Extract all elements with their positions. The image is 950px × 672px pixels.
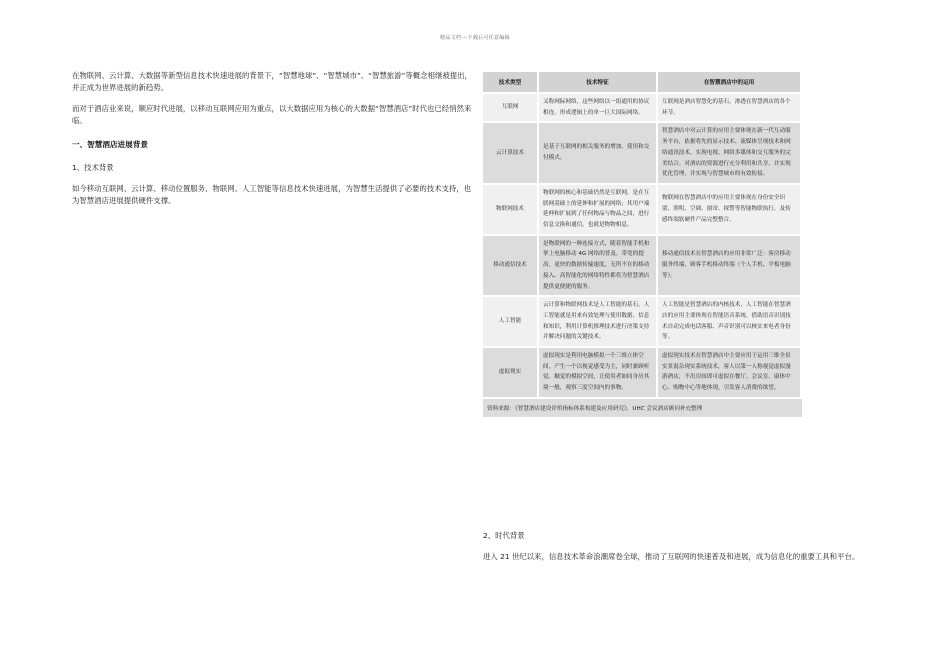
technology-table xyxy=(483,72,802,397)
cell-type: 物联网技术 xyxy=(483,183,539,234)
cell-feature: 云计算和物联网技术是人工智能的基石，人工智能就是用来有效处理与使用数据、信息和知识，利用计算机推理技术进行决策支持并解决问题的关键技术。 xyxy=(539,295,658,346)
cell-type: 云计算技术 xyxy=(483,121,539,183)
right-text-block xyxy=(483,518,883,572)
subsection-heading-tech: 1、技术背景 xyxy=(72,163,114,172)
watermark: 精品文档---下载后可任意编辑 xyxy=(440,35,510,41)
table-source-note: 资料来源：《智慧酒店建设评价指标体系构建及应用研究》，UHC 会议酒店顾问补充整理 xyxy=(483,399,802,417)
header-application: 在智慧酒店中的运用 xyxy=(658,72,802,92)
cell-application: 智慧酒店中对云计算的应用主要体现在新一代互动服务平台，依据将先的显示技术、流媒体呈现技术和网络通讯技术，实现电视、网络多媒体和交互服务的完美结合。对酒店的资源进行充分利用和共享，并实现优化管理，并实现与智慧城市的有效衔接。 xyxy=(658,121,802,183)
cell-application: 物联网在智慧酒店中的应用主要体现在身份安全识别、照明、空调、窗帘、探警等智能物联执行，及传感终端软硬件产品完整整合。 xyxy=(658,183,802,234)
table-row xyxy=(483,121,802,183)
era-paragraph: 进入 21 世纪以来，信息技术革命浪潮席卷全球，推动了互联网的快速普及和进展，成为信息化的重要工具和平台。 xyxy=(483,552,860,561)
cell-type: 互联网 xyxy=(483,92,539,121)
header-feature: 技术特征 xyxy=(539,72,658,92)
table-row xyxy=(483,346,802,397)
section-heading: 一、智慧酒店进展背景 xyxy=(72,140,148,149)
table-header-row xyxy=(483,72,802,92)
table-row xyxy=(483,183,802,234)
cell-type: 移动通信技术 xyxy=(483,234,539,296)
left-column xyxy=(72,70,472,216)
table-row xyxy=(483,234,802,296)
cell-type: 虚拟现实 xyxy=(483,346,539,397)
cell-application: 互联网是酒店智慧化的基石，渗透在智慧酒店的各个环节。 xyxy=(658,92,802,121)
hotel-paragraph: 而对于酒店业来说，顺应时代进展，以移动互联网应用为重点，以大数据应用为核心的大数据“智慧酒店”时代也已经悄然来临。 xyxy=(72,104,472,125)
cell-feature: 是物联网的一种连接方式，随着智能手机和掌上电脑移动 4G 网络的普及，带宽的提高，更快的数据传输速度，无所不在的移动接入、高智能化的网络特性都将为智慧酒店提供更便捷的服务。 xyxy=(539,234,658,296)
cell-application: 人工智能是智慧酒店的内核技术，人工智能在智慧酒店的应用主要体现在智能语音系统、借助语音识别技术自动完成电话客服、声音识别可以核实来电者身份等。 xyxy=(658,295,802,346)
intro-paragraph: 在物联网、云计算、大数据等新型信息技术快速进展的背景下，“智慧地球”、“智慧城市”、“智慧旅游”等概念相继被提出，并正成为世界进展的新趋势。 xyxy=(72,71,472,92)
cell-application: 虚拟现实技术在智慧酒店中主要应用于运用三维全景实景混杂现实系统技术，客人以第一人称视觉虚拟漫游酒店，不出房间即可虚拟在餐厅、会议室、康体中心、购物中心等地体现，引发客人消费的欲望。 xyxy=(658,346,802,397)
cell-feature: 是基于互联网的相关服务的增加、使用和交付模式。 xyxy=(539,121,658,183)
header-type: 技术类型 xyxy=(483,72,539,92)
tech-paragraph: 如今移动互联网、云计算、移动位置服务、物联网、人工智能等信息技术快速进展，为智慧生活提供了必要的技术支持，也为智慧酒店进展提供硬件支撑。 xyxy=(72,184,472,205)
table-row xyxy=(483,295,802,346)
cell-type: 人工智能 xyxy=(483,295,539,346)
right-column xyxy=(483,72,803,417)
table-row xyxy=(483,92,802,121)
cell-application: 移动通信技术在智慧酒店的应用非常广泛：客房移动服务终端、顾客手机移动终端（个人手机、平板电脑等）。 xyxy=(658,234,802,296)
cell-feature: 又称网际网络，这些网络以一组通用的协议相连，形成逻辑上的单一巨大国际网络。 xyxy=(539,92,658,121)
cell-feature: 物联网的核心和基础仍然是互联网，是在互联网基础上的延伸和扩展的网络；其用户端延伸和扩展到了任何物品与物品之间，进行信息交换和通信，也就是物物相息。 xyxy=(539,183,658,234)
cell-feature: 虚拟现实是利用电脑模拟一个三维立体空间，产生一个以视觉感受为主，同时兼顾听觉、触觉的模拟空间，让使用者如同身历其境一般，观察三度空间内的事物。 xyxy=(539,346,658,397)
subsection-heading-era: 2、时代背景 xyxy=(483,531,525,540)
